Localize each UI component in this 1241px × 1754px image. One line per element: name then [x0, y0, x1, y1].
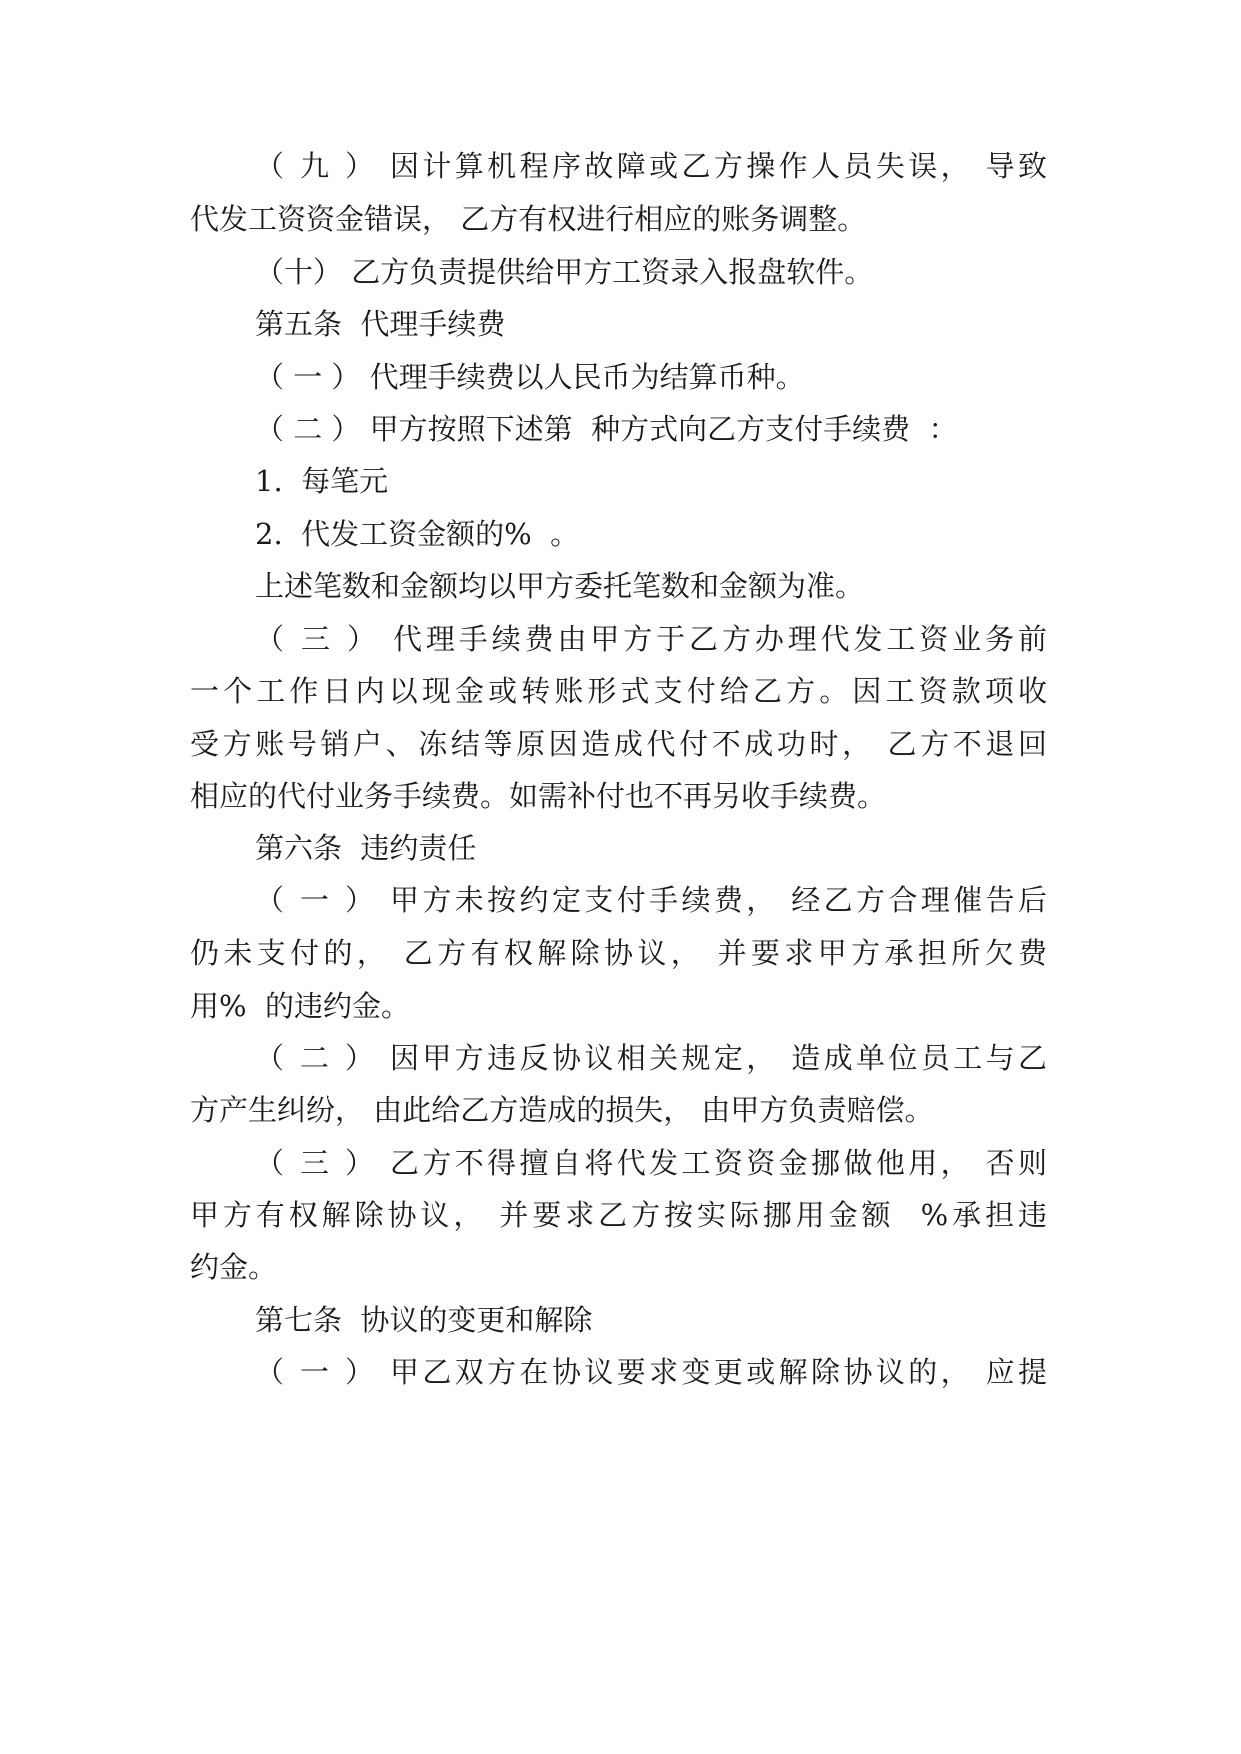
paragraph-line: （ 九 ） 因计算机程序故障或乙方操作人员失误， 导致	[255, 149, 1047, 183]
paragraph-line: 约金。	[190, 1250, 278, 1284]
paragraph-line: 一个工作日内以现金或转账形式支付给乙方。因工资款项收	[190, 674, 1047, 708]
paragraph-line: 上述笔数和金额均以甲方委托笔数和金额为准。	[255, 569, 865, 603]
paragraph-line: 仍未支付的， 乙方有权解除协议， 并要求甲方承担所欠费	[190, 936, 1047, 970]
paragraph-line: 受方账号销户、冻结等原因造成代付不成功时， 乙方不退回	[190, 727, 1047, 761]
paragraph-line: （ 三 ） 代理手续费由甲方于乙方办理代发工资业务前	[255, 622, 1047, 656]
section-heading: 第五条 代理手续费	[255, 307, 506, 341]
paragraph-line: 用% 的违约金。	[190, 989, 410, 1023]
paragraph-line: （十） 乙方负责提供给甲方工资录入报盘软件。	[255, 255, 874, 289]
paragraph-line: （ 二 ） 因甲方违反协议相关规定， 造成单位员工与乙	[255, 1041, 1047, 1075]
paragraph-line: （ 一 ） 甲方未按约定支付手续费， 经乙方合理催告后	[255, 883, 1047, 917]
paragraph-line: （ 一 ） 甲乙双方在协议要求变更或解除协议的， 应提	[255, 1355, 1047, 1389]
list-item: 2. 代发工资金额的% 。	[255, 517, 580, 551]
paragraph-line: 方产生纠纷， 由此给乙方造成的损失， 由甲方负责赔偿。	[190, 1093, 934, 1127]
paragraph-line: （ 一 ） 代理手续费以人民币为结算币种。	[255, 360, 805, 394]
section-heading: 第六条 违约责任	[255, 831, 477, 865]
list-item: 1. 每笔元	[255, 464, 389, 498]
paragraph-line: 甲方有权解除协议， 并要求乙方按实际挪用金额 %承担违	[190, 1198, 1047, 1232]
paragraph-line: （ 三 ） 乙方不得擅自将代发工资资金挪做他用， 否则	[255, 1146, 1047, 1180]
paragraph-line: （ 二 ） 甲方按照下述第 种方式向乙方支付手续费 ：	[255, 412, 958, 446]
paragraph-line: 相应的代付业务手续费。如需补付也不再另收手续费。	[190, 779, 887, 813]
paragraph-line: 代发工资资金错误， 乙方有权进行相应的账务调整。	[190, 202, 867, 236]
section-heading: 第七条 协议的变更和解除	[255, 1303, 593, 1337]
